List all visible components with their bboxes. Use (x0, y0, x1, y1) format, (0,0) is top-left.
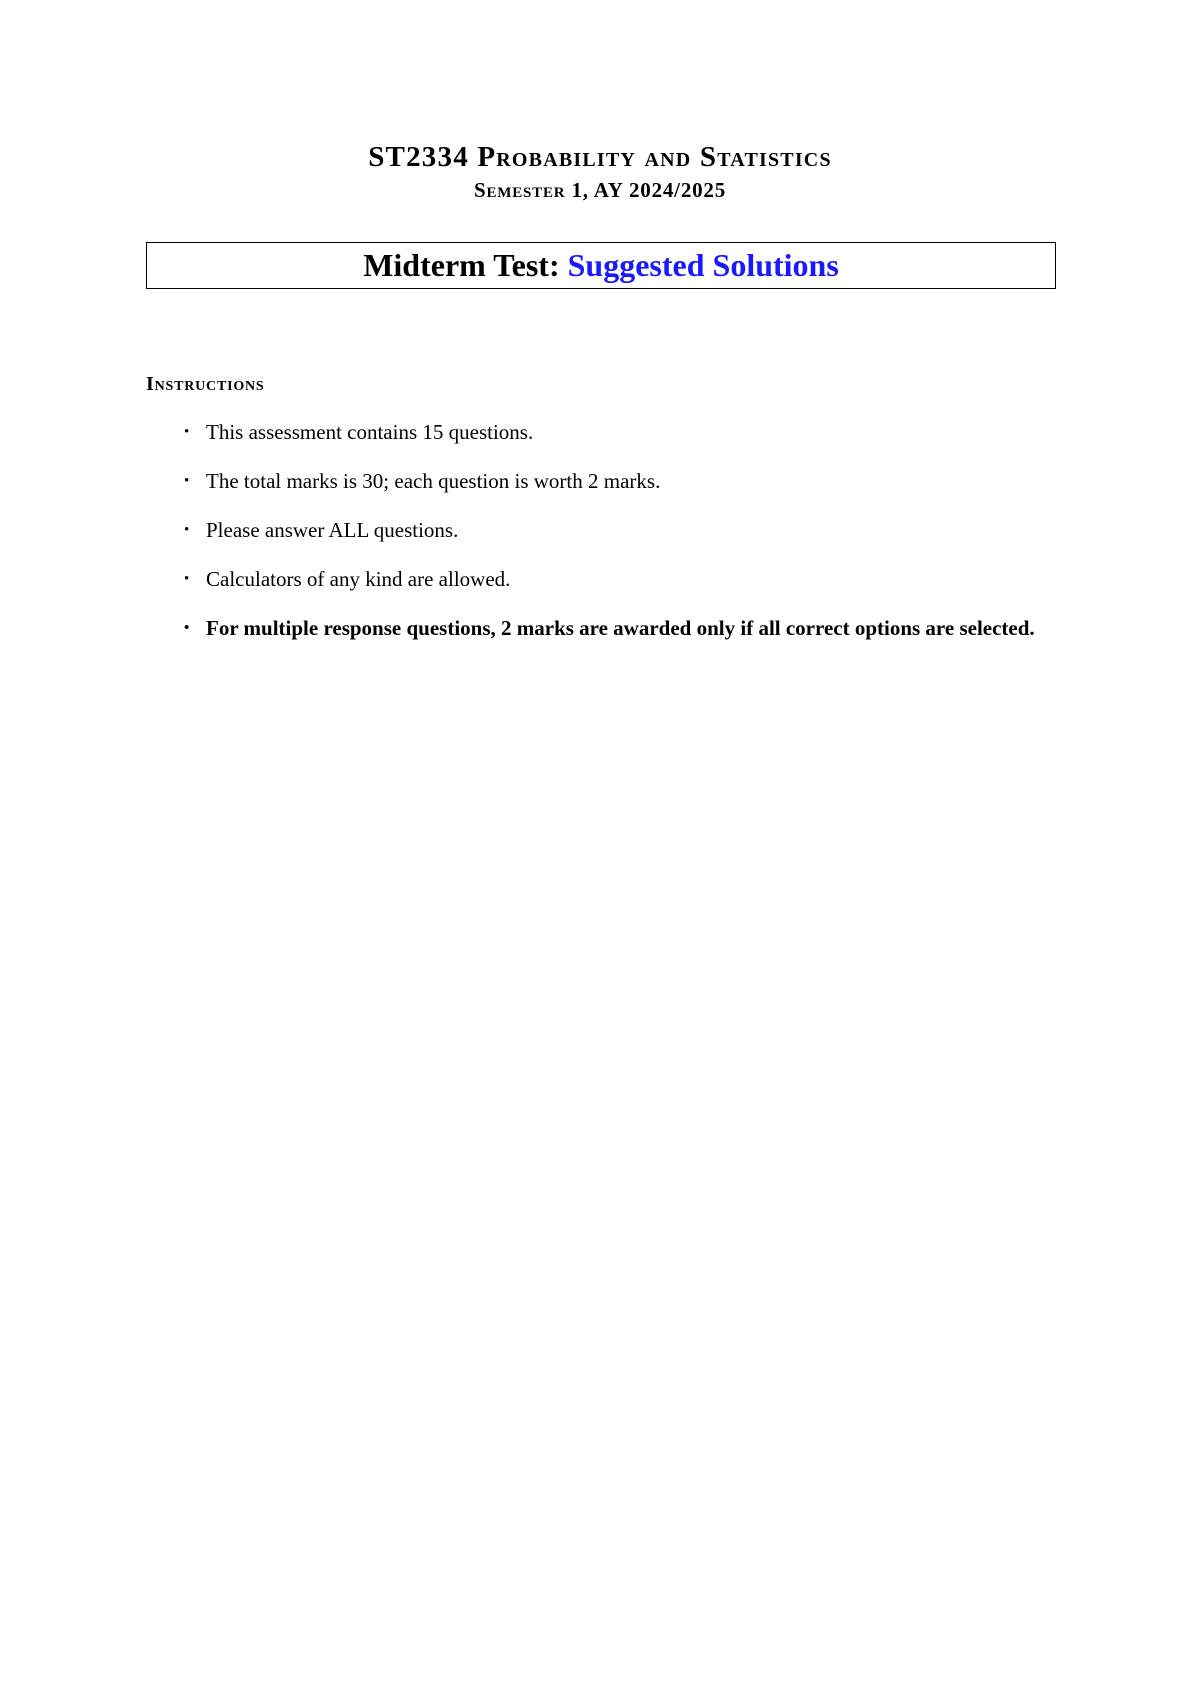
bullet-icon: • (184, 473, 190, 489)
instruction-text: Please answer ALL questions. (206, 518, 459, 542)
instruction-text: Calculators of any kind are allowed. (206, 567, 511, 591)
instructions-heading: Instructions (146, 373, 265, 395)
document-title-box (146, 242, 1056, 289)
instruction-item-important (184, 614, 1064, 643)
instructions-list (184, 418, 1064, 663)
course-title: ST2334 Probability and Statistics (368, 141, 832, 173)
instruction-item (184, 467, 1064, 496)
instruction-item (184, 565, 1064, 594)
title-prefix: Midterm Test: (363, 247, 560, 283)
instruction-text: The total marks is 30; each question is worth 2 marks. (206, 469, 661, 493)
instruction-text: For multiple response questions, 2 marks are awarded only if all correct options are selected. (206, 616, 1035, 640)
bullet-icon: • (184, 620, 190, 636)
bullet-icon: • (184, 571, 190, 587)
bullet-icon: • (184, 522, 190, 538)
instruction-text: This assessment contains 15 questions. (206, 420, 534, 444)
semester-subtitle: Semester 1, AY 2024/2025 (473, 178, 727, 202)
instruction-item (184, 516, 1064, 545)
bullet-icon: • (184, 424, 190, 440)
title-accent: Suggested Solutions (567, 247, 839, 283)
instruction-item (184, 418, 1064, 447)
